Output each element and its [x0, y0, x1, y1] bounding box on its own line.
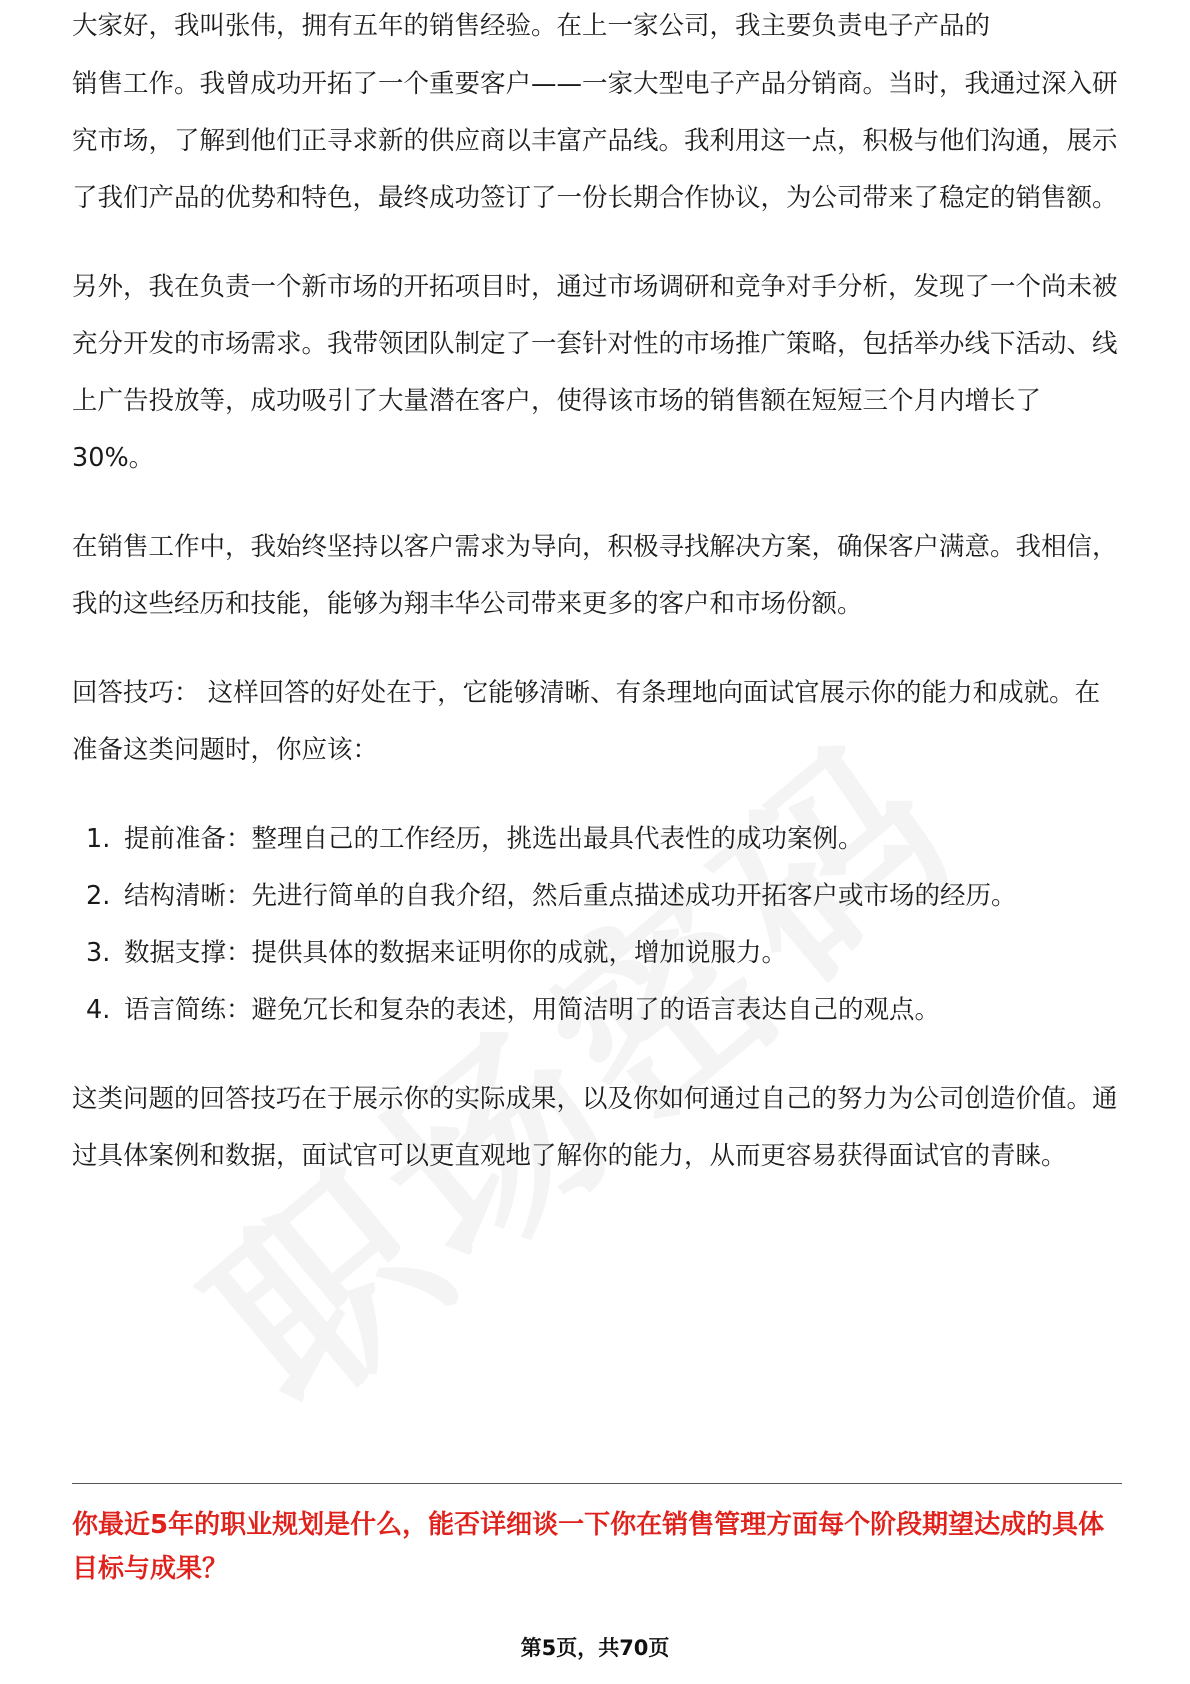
paragraph-3: 在销售工作中，我始终坚持以客户需求为导向，积极寻找解决方案，确保客户满意。我相信，我的这些经历和技能，能够为翔丰华公司带来更多的客户和市场份额。	[72, 532, 1118, 619]
partial-top-line	[72, 11, 1122, 56]
list-item	[72, 811, 1122, 868]
closing-paragraph: 这类问题的回答技巧在于展示你的实际成果，以及你如何通过自己的努力为公司创造价值。通过具体案例和数据，面试官可以更直观地了解你的能力，从而更容易获得面试官的青睐。	[72, 1084, 1118, 1171]
list-item-text: 数据支撑：提供具体的数据来证明你的成就，增加说服力。	[124, 938, 788, 968]
partial-top-line-text: 大家好，我叫张伟，拥有五年的销售经验。在上一家公司，我主要负责电子产品的	[72, 11, 991, 41]
list-item	[72, 868, 1122, 925]
list-item-number: 4.	[86, 995, 111, 1025]
tips-list	[72, 811, 1122, 1039]
next-question-heading: 你最近5年的职业规划是什么，能否详细谈一下你在销售管理方面每个阶段期望达成的具体目标与成果？	[72, 1510, 1105, 1584]
list-item-text: 语言简练：避免冗长和复杂的表述，用简洁明了的语言表达自己的观点。	[124, 995, 941, 1025]
list-item	[72, 925, 1122, 982]
list-item	[72, 982, 1122, 1039]
paragraph-1: 销售工作。我曾成功开拓了一个重要客户——一家大型电子产品分销商。当时，我通过深入研究市场，了解到他们正寻求新的供应商以丰富产品线。我利用这一点，积极与他们沟通，展示了我们产品的优势和特色，最终成功签订了一份长期合作协议，为公司带来了稳定的销售额。	[72, 69, 1118, 213]
page-number: 第5页，共70页	[520, 1636, 670, 1660]
paragraph-2: 另外，我在负责一个新市场的开拓项目时，通过市场调研和竞争对手分析，发现了一个尚未被充分开发的市场需求。我带领团队制定了一套针对性的市场推广策略，包括举办线下活动、线上广告投放等，成功吸引了大量潜在客户，使得该市场的销售额在短短三个月内增长了30%。	[72, 272, 1118, 473]
list-item-number: 2.	[86, 881, 111, 911]
list-item-text: 结构清晰：先进行简单的自我介绍，然后重点描述成功开拓客户或市场的经历。	[124, 881, 1017, 911]
list-item-text: 提前准备：整理自己的工作经历，挑选出最具代表性的成功案例。	[124, 824, 864, 854]
section-divider	[72, 1483, 1122, 1484]
document-body	[72, 11, 1122, 1217]
list-item-number: 3.	[86, 938, 111, 968]
list-item-number: 1.	[86, 824, 111, 854]
answer-tips-intro: 回答技巧： 这样回答的好处在于，它能够清晰、有条理地向面试官展示你的能力和成就。在准备这类问题时，你应该：	[72, 678, 1101, 765]
